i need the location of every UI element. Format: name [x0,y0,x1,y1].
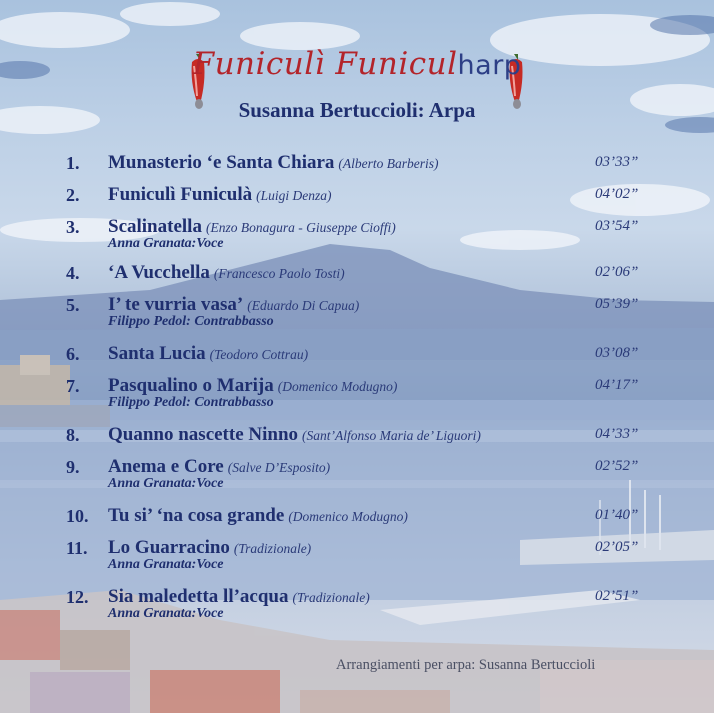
track-number: 3. [66,217,80,237]
track-duration: 01’40” [595,507,639,523]
track-item [66,452,666,501]
track-number: 9. [66,457,80,477]
track-composer: (Luigi Denza) [256,188,332,203]
track-composer: (Francesco Paolo Tosti) [213,266,345,281]
track-item [66,533,666,582]
track-title: Santa Lucia [108,343,206,364]
track-composer: (Domenico Modugno) [288,509,408,524]
track-title: Scalinatella [108,216,202,237]
track-item [66,212,666,258]
track-title: Anema e Core [108,456,224,477]
track-item [66,180,666,212]
track-composer: (Alberto Barberis) [338,156,439,171]
track-item [66,582,666,628]
track-number: 12. [66,587,89,607]
track-number: 10. [66,506,89,526]
track-title: Munasterio ‘e Santa Chiara [108,152,335,173]
track-duration: 02’52” [595,458,639,474]
track-item [66,290,666,339]
album-title [0,46,714,82]
track-title: I’ te vurria vasa’ [108,294,244,315]
album-title-text [193,46,522,82]
track-title: Lo Guarracino [108,537,230,558]
track-composer: (Teodoro Cottrau) [209,347,309,362]
track-title: ‘A Vucchella [108,262,210,283]
track-number: 5. [66,295,80,315]
album-title-harp: harp [457,50,522,81]
track-title: Sia maledetta ll’acqua [108,586,289,607]
track-composer: (Eduardo Di Capua) [247,298,360,313]
track-guest: Anna Granata:Voce [108,606,224,621]
album-title-main: Funiculì Funicul [192,46,458,82]
track-composer: (Tradizionale) [292,590,370,605]
track-item [66,371,666,420]
track-duration: 04’17” [595,377,639,393]
track-number: 1. [66,153,80,173]
track-number: 11. [66,538,88,558]
track-title: Quanno nascette Ninno [108,424,299,445]
arrangement-credit: Arrangiamenti per arpa: Susanna Bertuccioli [336,657,596,673]
track-number: 2. [66,185,80,205]
track-duration: 04’02” [595,186,639,202]
track-composer: (Domenico Modugno) [277,379,398,394]
track-duration: 02’06” [595,264,639,280]
track-guest: Anna Granata:Voce [108,476,224,491]
track-item [66,501,666,533]
track-number: 7. [66,376,80,396]
track-guest: Filippo Pedol: Contrabbasso [108,395,274,410]
track-item [66,148,666,180]
track-item [66,420,666,452]
track-guest: Anna Granata:Voce [108,557,224,572]
track-duration: 02’51” [595,588,639,604]
track-guest: Anna Granata:Voce [108,236,224,251]
track-item [66,258,666,290]
track-title: Tu si’ ‘na cosa grande [108,505,285,526]
album-subtitle: Susanna Bertuccioli: Arpa [238,98,476,122]
track-composer: (Salve D’Esposito) [227,460,331,475]
track-duration: 03’08” [595,345,639,361]
track-item [66,339,666,371]
track-duration: 03’33” [595,154,639,170]
track-duration: 05’39” [595,296,639,312]
track-composer: (Tradizionale) [233,541,312,556]
track-number: 8. [66,425,80,445]
track-title: Funiculì Funiculà [108,184,253,205]
track-composer: (Sant’Alfonso Maria de’ Liguori) [302,428,481,443]
track-duration: 04’33” [595,426,639,442]
track-list [66,148,666,628]
track-title: Pasqualino o Marija [108,375,274,396]
track-duration: 02’05” [595,539,639,555]
track-composer: (Enzo Bonagura - Giuseppe Cioffi) [205,220,396,235]
track-duration: 03’54” [595,218,639,234]
track-number: 6. [66,344,80,364]
track-guest: Filippo Pedol: Contrabbasso [108,314,274,329]
track-number: 4. [66,263,80,283]
